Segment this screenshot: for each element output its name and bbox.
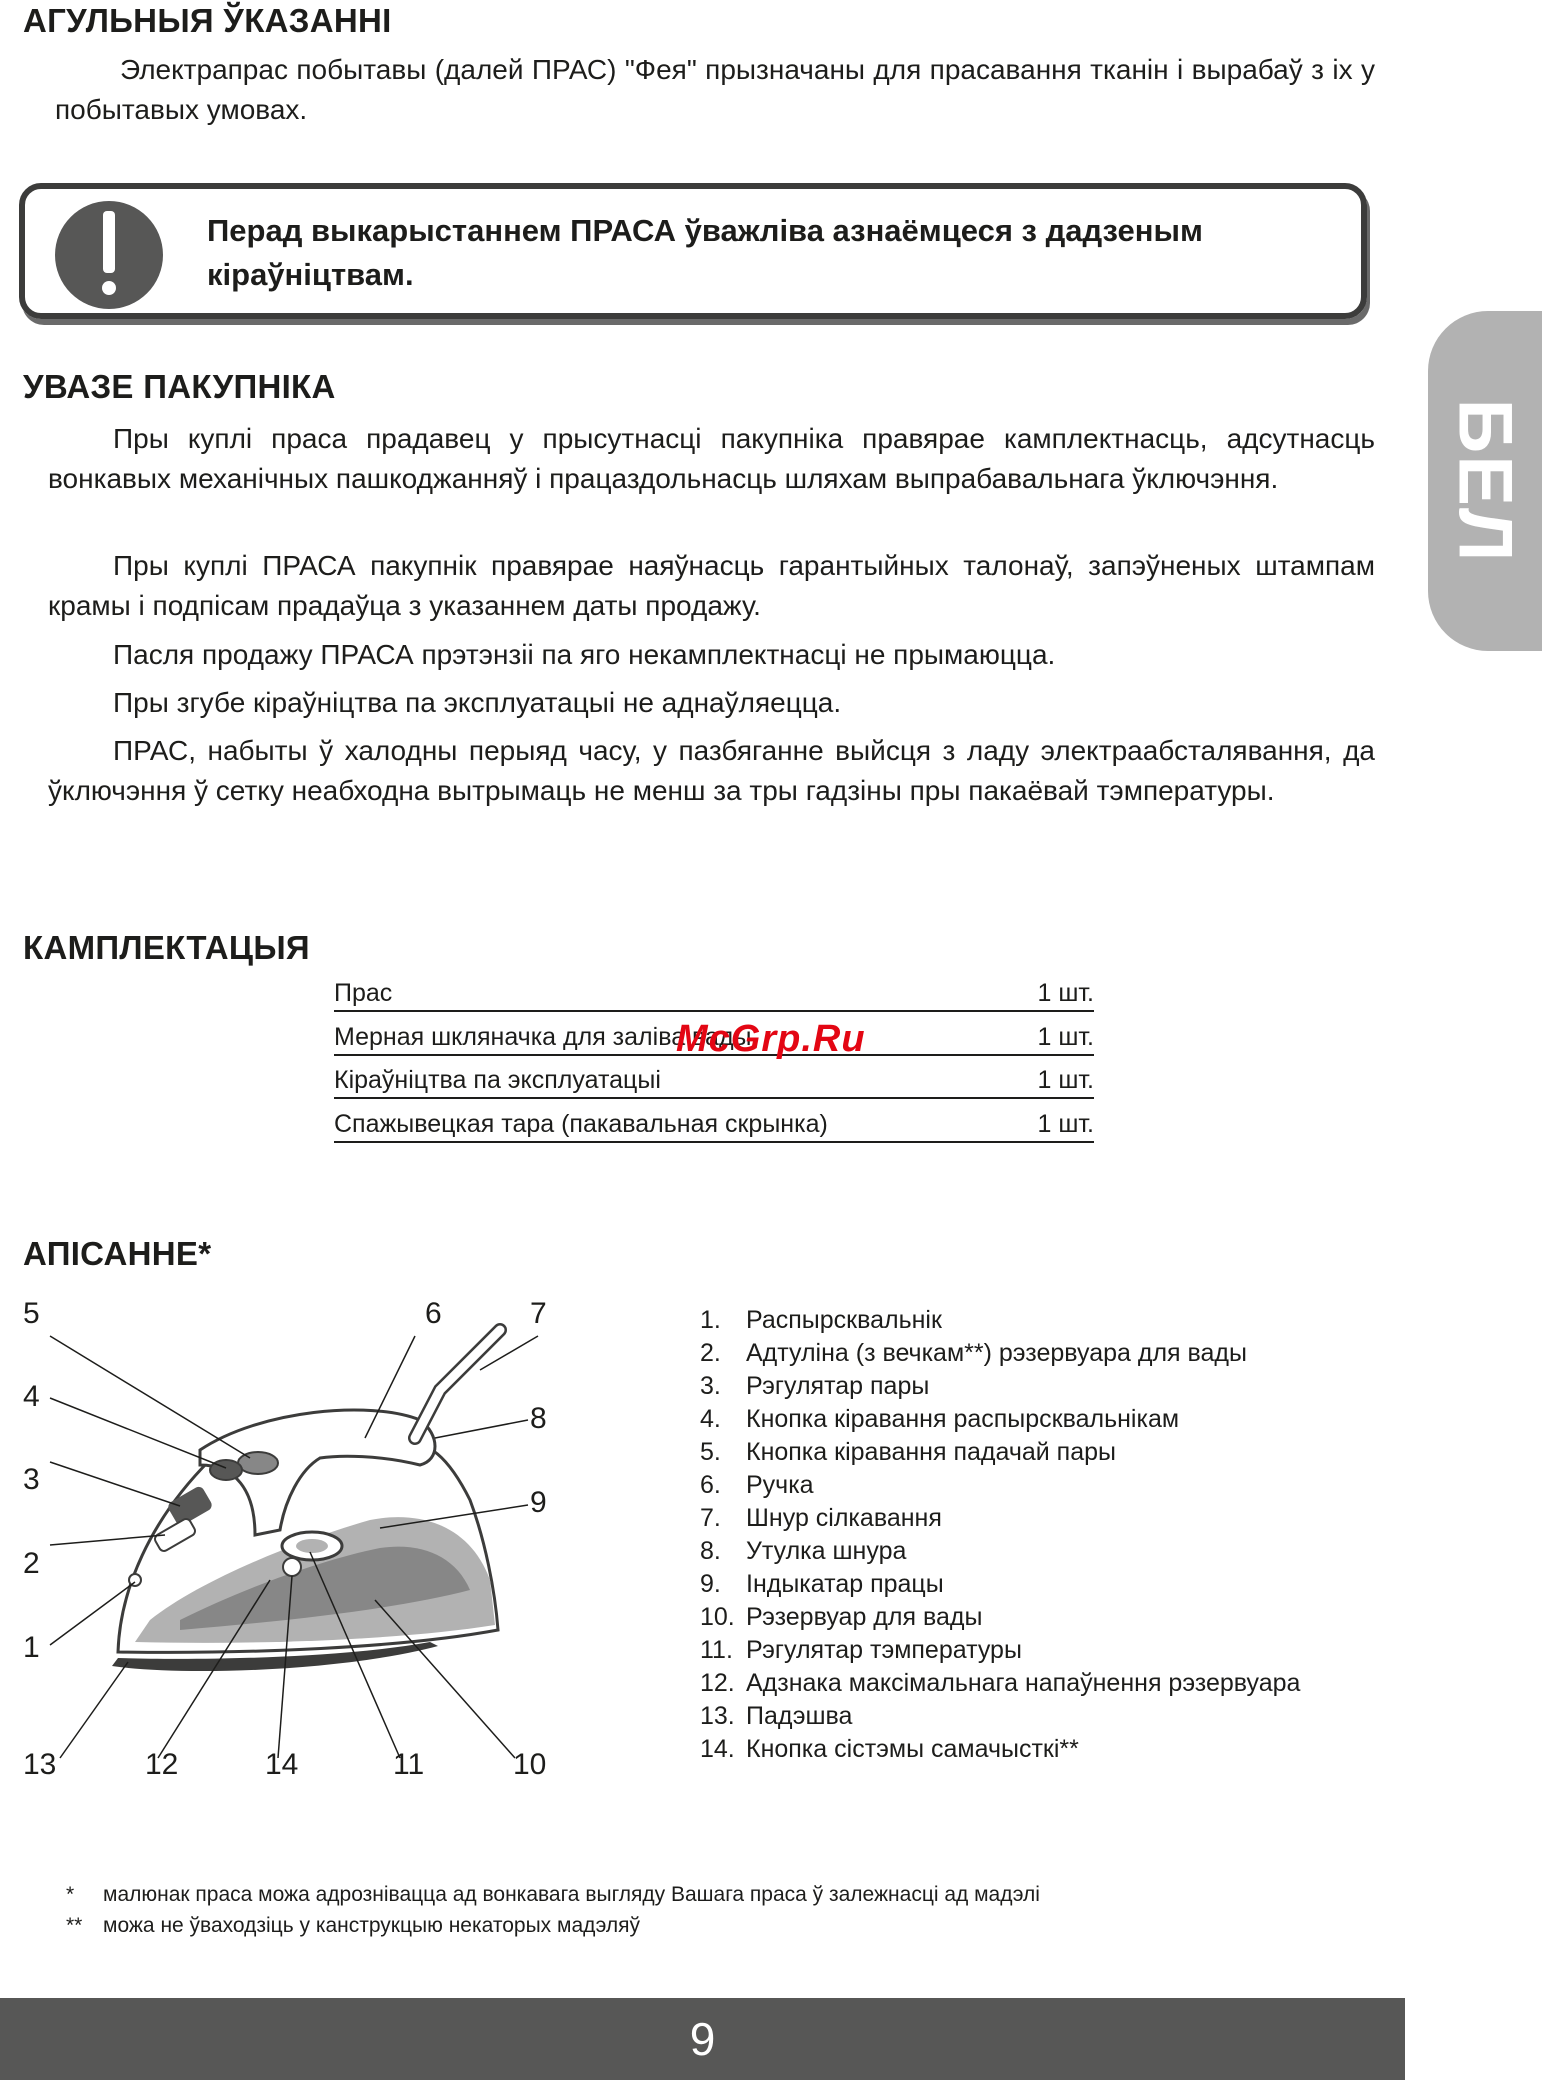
kit-item-qty: 1 шт. [1037, 1066, 1094, 1094]
callout-4: 4 [23, 1380, 40, 1413]
list-item: 7. Шнур сілкавання [700, 1504, 942, 1532]
buyer-heading: УВАЗЕ ПАКУПНІКА [23, 368, 336, 405]
kit-item [334, 976, 1094, 1012]
language-tab [1428, 311, 1542, 651]
buyer-paragraph-3: Пасля продажу ПРАСА прэтэнзіі па яго некамплектнасці не прымаюцца. [113, 639, 1056, 670]
callout-11: 11 [393, 1748, 425, 1781]
list-item: 3. Рэгулятар пары [700, 1372, 930, 1400]
exclamation-icon [55, 201, 163, 309]
list-item: 13. Падэшва [700, 1702, 853, 1730]
warning-text: Перад выкарыстаннем ПРАСА ўважліва азнаёмцеся з дадзеным кіраўніцтвам. [207, 213, 1203, 292]
list-item: 9. Індыкатар працы [700, 1570, 944, 1598]
list-item: 1. Распырсквальнік [700, 1306, 942, 1334]
kit-item-name: Кіраўніцтва па эксплуатацыі [334, 1066, 661, 1094]
callout-8: 8 [530, 1402, 547, 1435]
watermark: McGrp.Ru [676, 1018, 866, 1060]
kit-item-name: Прас [334, 979, 393, 1007]
iron-diagram [0, 1290, 600, 1810]
callout-6: 6 [425, 1297, 442, 1330]
self-clean-button [283, 1558, 301, 1576]
kit-item [334, 1063, 1094, 1099]
kit-item [334, 1107, 1094, 1143]
general-text: Электрапрас побытавы (далей ПРАС) "Фея" прызначаны для прасавання тканін і вырабаў з іх у побытавых умовах. [55, 54, 1375, 125]
list-item: 5. Кнопка кіравання падачай пары [700, 1438, 1116, 1466]
callout-10: 10 [513, 1748, 547, 1781]
general-heading: АГУЛЬНЫЯ ЎКАЗАННІ [23, 2, 392, 39]
list-item: 11. Рэгулятар тэмпературы [700, 1636, 1022, 1664]
callout-1: 1 [23, 1631, 40, 1664]
callout-13: 13 [23, 1748, 57, 1781]
list-item: 6. Ручка [700, 1471, 814, 1499]
parts-legend [700, 1304, 1300, 1766]
callout-14: 14 [265, 1748, 299, 1781]
description-heading: АПІСАННЕ* [23, 1235, 212, 1272]
callout-7: 7 [530, 1297, 547, 1330]
page-footer [0, 1998, 1405, 2080]
kit-item-name: Спажывецкая тара (пакавальная скрынка) [334, 1110, 828, 1138]
list-item: 2. Адтуліна (з вечкам**) рэзервуара для вады [700, 1339, 1247, 1367]
list-item: 12. Адзнака максімальнага напаўнення рэзервуара [700, 1669, 1301, 1697]
buyer-paragraph-2: Пры куплі ПРАСА пакупнік правярае наяўнасць гарантыйных талонаў, запэўненых штампам крамы і подпісам прадаўца з указаннем даты продажу. [48, 550, 1375, 621]
list-item: 8. Утулка шнура [700, 1537, 907, 1565]
buyer-paragraph-5: ПРАС, набыты ў халодны перыяд часу, у пазбяганне выйсця з ладу электраабсталявання, да ўключэння ў сетку неабходна вытрымаць не менш за тры гадзіны пры пакаёвай тэмпературы. [48, 735, 1375, 806]
buyer-paragraph-1: Пры куплі праса прадавец у прысутнасці пакупніка правярае камплектнасць, адсутнасць вонкавых механічных пашкоджанняў і працаздольнасць шляхам выпрабавальнага ўключэння. [48, 423, 1375, 494]
callout-3: 3 [23, 1463, 40, 1496]
kit-item-name: Мерная шкляначка для заліва вады [334, 1023, 752, 1051]
language-tab-label: БЕЛ [1442, 398, 1528, 564]
warning-box [19, 183, 1367, 319]
kit-heading: КАМПЛЕКТАЦЫЯ [23, 929, 310, 966]
kit-item-qty: 1 шт. [1037, 1110, 1094, 1138]
list-item: 10. Рэзервуар для вады [700, 1603, 983, 1631]
callout-12: 12 [145, 1748, 179, 1781]
callout-2: 2 [23, 1547, 40, 1580]
page-number: 9 [689, 2013, 716, 2065]
callout-5: 5 [23, 1297, 40, 1330]
kit-item-qty: 1 шт. [1037, 1023, 1094, 1051]
kit-item-qty: 1 шт. [1037, 979, 1094, 1007]
list-item: 14. Кнопка сістэмы самачысткі** [700, 1735, 1079, 1763]
list-item: 4. Кнопка кіравання распырсквальнікам [700, 1405, 1180, 1433]
buyer-paragraph-4: Пры згубе кіраўніцтва па эксплуатацыі не аднаўляецца. [113, 687, 842, 718]
callout-9: 9 [530, 1486, 547, 1519]
steam-button [238, 1452, 278, 1474]
